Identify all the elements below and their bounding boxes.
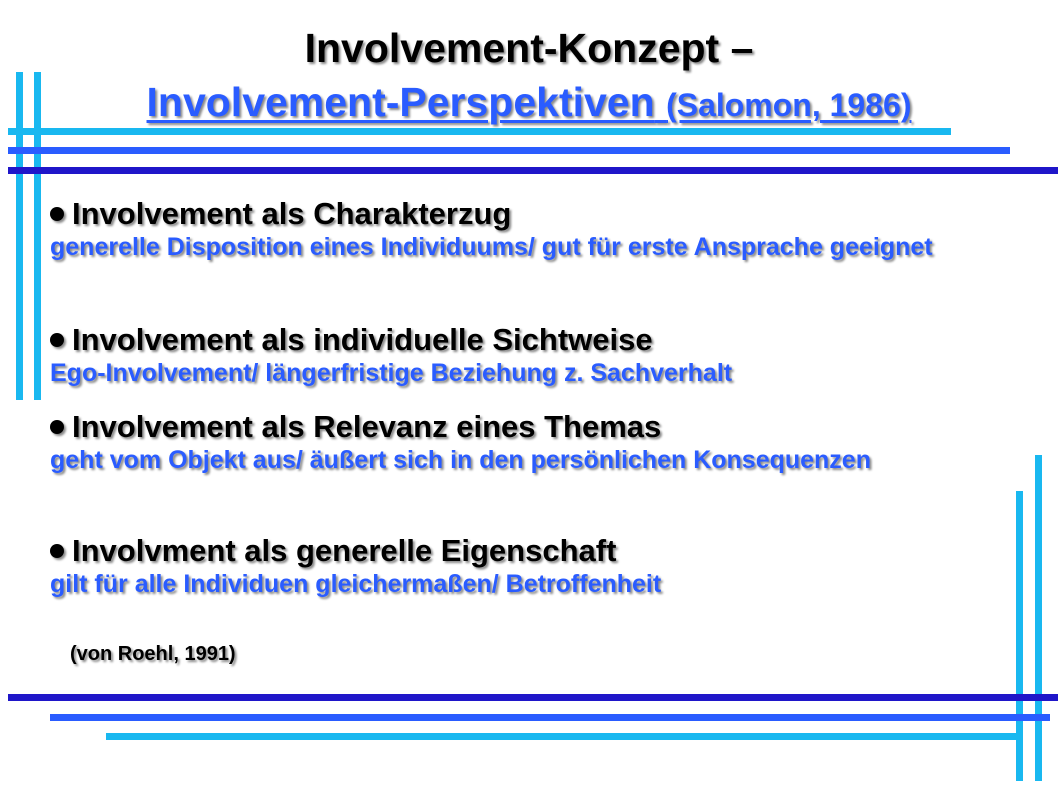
bullet-dot-icon: [50, 207, 64, 221]
item-description: Ego-Involvement/ längerfristige Beziehung z. Sachverhalt: [50, 359, 733, 387]
decor-bar-vertical-4: [1035, 455, 1042, 781]
slide-title-line2: [0, 80, 1058, 127]
list-item: [50, 411, 980, 475]
bullet-dot-icon: [50, 544, 64, 558]
list-item: [50, 535, 980, 599]
item-heading: Involvement als individuelle Sichtweise: [72, 322, 653, 357]
list-item: [50, 324, 980, 388]
slide-title-main: Involvement-Perspektiven: [146, 79, 655, 125]
slide-title-citation: (Salomon, 1986): [666, 87, 912, 123]
decor-bar-horizontal-5: [50, 714, 1050, 721]
source-citation: (von Roehl, 1991): [70, 643, 236, 665]
slide-title-line1: Involvement-Konzept –: [304, 25, 754, 71]
item-heading: Involvment als generelle Eigenschaft: [72, 533, 617, 568]
bullet-dot-icon: [50, 420, 64, 434]
decor-bar-horizontal-2: [8, 147, 1010, 154]
decor-bar-horizontal-4: [8, 694, 1058, 701]
item-description: gilt für alle Individuen gleichermaßen/ Betroffenheit: [50, 570, 662, 598]
item-heading: Involvement als Charakterzug: [72, 196, 512, 231]
item-description: geht vom Objekt aus/ äußert sich in den persönlichen Konsequenzen: [50, 446, 871, 474]
item-description: generelle Disposition eines Individuums/ gut für erste Ansprache geeignet: [50, 233, 933, 261]
decor-bar-horizontal-6: [106, 733, 1020, 740]
decor-bar-horizontal-3: [8, 167, 1058, 174]
list-item: [50, 198, 980, 262]
decor-bar-horizontal-1: [8, 128, 951, 135]
item-heading: Involvement als Relevanz eines Themas: [72, 409, 662, 444]
bullet-dot-icon: [50, 333, 64, 347]
